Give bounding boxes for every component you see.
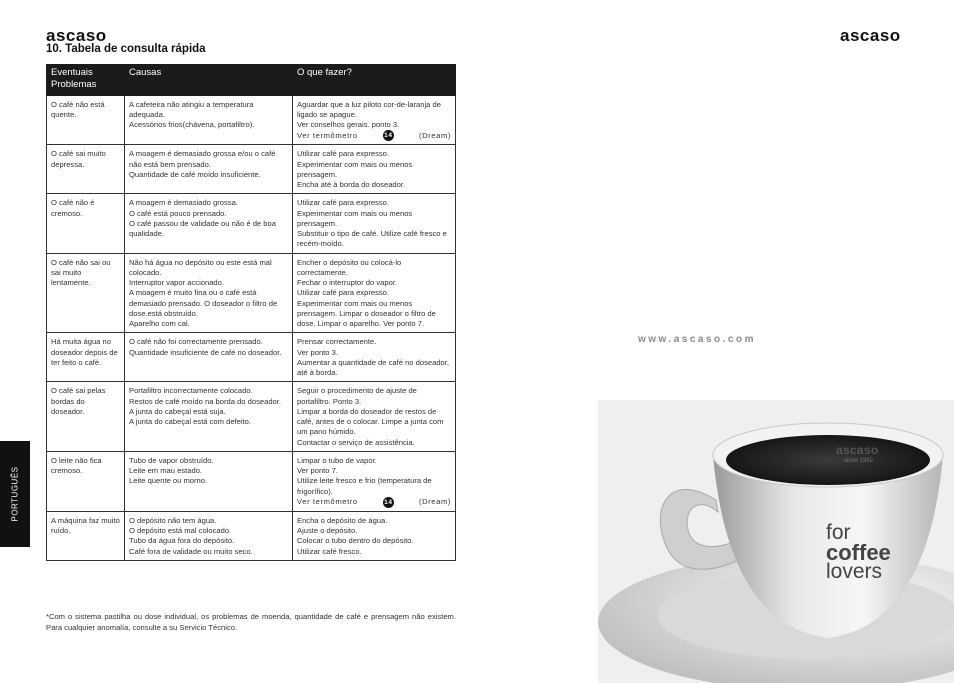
action-text: Aumentar a quantidade de café no doseador, até à borda. <box>297 357 449 378</box>
actions-cell <box>293 451 456 511</box>
problem-text: A máquina faz muito ruído. <box>51 515 120 536</box>
actions-cell <box>293 511 456 560</box>
problem-text: O leite não fica cremoso. <box>51 455 102 476</box>
action-text: Encher o depósito ou colocá-lo correctamente. <box>297 257 402 277</box>
coffee-cup-photo <box>598 400 954 683</box>
table-row <box>47 145 456 194</box>
actions-cell <box>293 145 456 194</box>
cause-text: Leite em mau estado. <box>129 466 203 476</box>
action-text: Experimentar com mais ou menos prensagem. <box>297 208 413 228</box>
causes-cell <box>125 145 293 194</box>
coffee-cup-illustration <box>598 400 954 683</box>
thermometer-label: Ver termômetro <box>297 130 358 140</box>
action-text: Substituir o tipo de café. Utilize café fresco e recém-moído. <box>297 229 447 249</box>
action-text: Encha o depósito de água. <box>297 515 388 525</box>
cause-text: A cafeteira não atingiu a temperatura adequada. <box>129 99 254 119</box>
thermometer-label: Ver termômetro <box>297 497 358 507</box>
cause-text: Café fora de validade ou muito seco. <box>129 546 253 556</box>
action-text: Utilizar café para expresso. <box>297 149 390 159</box>
problem-text: Há muita água no doseador depois de ter feito o café. <box>51 337 118 367</box>
action-text: Limpar o tubo de vapor. <box>297 455 377 465</box>
problem-text: O café sai muito depressa. <box>51 149 106 169</box>
cup-since-text: since 1962 <box>844 458 874 464</box>
table-row <box>47 382 456 452</box>
cause-text: O depósito está mal colocado. <box>129 526 232 536</box>
cause-text: Tubo de vapor obstruído. <box>129 455 214 465</box>
cause-text: Leite quente ou morno. <box>129 476 208 486</box>
table-body <box>47 95 456 560</box>
website-url: www.ascaso.com <box>638 334 756 345</box>
cup-tagline-coffee: coffee <box>826 540 891 565</box>
thermometer-reference <box>297 497 451 508</box>
table-row <box>47 451 456 511</box>
brand-logo-right: ascaso <box>840 26 901 45</box>
cause-text: O café está pouco prensado. <box>129 208 227 218</box>
action-text: Experimentar com mais ou menos prensagem. <box>297 159 413 179</box>
problem-cell <box>47 511 125 560</box>
cause-text: Tubo da água fora do depósito. <box>129 536 235 546</box>
table-row <box>47 194 456 253</box>
troubleshooting-table <box>46 64 456 561</box>
problem-cell <box>47 333 125 382</box>
thermometer-model: (Dream) <box>418 497 451 507</box>
actions-cell <box>293 382 456 452</box>
causes-cell <box>125 95 293 145</box>
cause-text: Interruptor vapor accionado. <box>129 278 224 288</box>
cup-tagline-lovers: lovers <box>826 560 883 583</box>
cause-text: Quantidade insuficiente de café no doseador. <box>129 347 282 357</box>
problem-cell <box>47 194 125 253</box>
footnote: *Com o sistema pastilha ou dose individual, os problemas de moenda, quantidade de café e prensagem não existem. Para cualquier anomalía, consulte a su Servicio Técnico. <box>46 612 456 632</box>
section-title: 10. Tabela de consulta rápida <box>46 43 206 55</box>
header-actions: O que fazer? <box>293 65 456 96</box>
table-header-row <box>47 65 456 96</box>
action-text: Colocar o tubo dentro do depósito. <box>297 536 414 546</box>
problem-cell <box>47 253 125 333</box>
cause-text: Portafiltro incorrectamente colocado. <box>129 386 253 396</box>
action-text: Limpar a borda do doseador de restos de café, antes de o colocar. Limpe a junta com um pano húmido. <box>297 406 444 437</box>
action-text: Aguardar que a luz piloto cor-de-laranja de ligado se apague. <box>297 99 441 119</box>
cup-tagline-for: for <box>826 521 851 544</box>
causes-cell <box>125 511 293 560</box>
causes-cell <box>125 194 293 253</box>
action-text: Utilize leite fresco e frio (temperatura de frigorífico). <box>297 476 432 496</box>
problem-text: O café sai pelas bordas do doseador. <box>51 386 106 416</box>
action-text: Utilizar café para expresso. <box>297 198 390 208</box>
language-tab-label: PORTUGUÊS <box>10 466 20 522</box>
cause-text: Aparelho com cal. <box>129 319 190 329</box>
thermometer-number-badge: 14 <box>384 132 393 140</box>
actions-cell <box>293 253 456 333</box>
thermometer-reference <box>297 130 451 141</box>
header-causes: Causas <box>125 65 293 96</box>
cause-text: A junta do cabeçal está suja. <box>129 406 226 416</box>
cause-text: A moagem é demasiado grossa e/ou o café não está bem prensado. <box>129 149 276 169</box>
brand-logo-left: ascaso <box>46 26 107 45</box>
causes-cell <box>125 451 293 511</box>
action-text: Fechar o interruptor do vapor. <box>297 278 398 288</box>
problem-cell <box>47 95 125 145</box>
problem-text: O café não está quente. <box>51 99 105 119</box>
cause-text: A junta do cabeçal está com defeito. <box>129 417 252 427</box>
problem-text: O café não sai ou sai muito lentamente. <box>51 257 111 288</box>
header-problems: Eventuais Problemas <box>47 65 125 96</box>
thermometer-model: (Dream) <box>418 130 451 140</box>
action-text: Ver ponto 3. <box>297 347 338 357</box>
actions-cell <box>293 333 456 382</box>
causes-cell <box>125 333 293 382</box>
action-text: Contactar o serviço de assistência. <box>297 437 415 447</box>
cause-text: Quantidade de café moído insuficiente. <box>129 169 261 179</box>
cause-text: O café passou de validade ou não é de boa qualidade. <box>129 218 276 239</box>
problem-text: O café não é cremoso. <box>51 198 95 218</box>
language-tab <box>0 441 30 547</box>
cause-text: O depósito não tem água. <box>129 515 217 525</box>
table-row <box>47 511 456 560</box>
cause-text: O café não foi correctamente prensado. <box>129 337 263 347</box>
causes-cell <box>125 253 293 333</box>
cause-text: Não há água no depósito ou este está mal colocado. <box>129 257 272 277</box>
thermometer-number-badge: 14 <box>384 498 393 506</box>
actions-cell <box>293 194 456 253</box>
table-row <box>47 333 456 382</box>
action-text: Ver ponto 7. <box>297 466 338 476</box>
cause-text: A moagem é demasiado grossa. <box>129 198 238 208</box>
actions-cell <box>293 95 456 145</box>
action-text: Prensar correctamente. <box>297 337 377 347</box>
action-text: Utilizar café para expresso. <box>297 288 390 298</box>
problem-cell <box>47 145 125 194</box>
action-text: Experimentar com mais ou menos prensagem. Limpar o doseador o filtro de dose. Limpar o aparelho. Ver ponto 7. <box>297 298 436 329</box>
causes-cell <box>125 382 293 452</box>
cause-text: A moagem é muito fina ou o café está demasiado prensado. O doseador o filtro de dose.está obstruído. <box>129 288 278 318</box>
table-row <box>47 95 456 145</box>
action-text: Seguir o procedimento de ajuste de portafiltro. Ponto 3. <box>297 386 417 406</box>
problem-cell <box>47 451 125 511</box>
cause-text: Restos de café moído na borda do doseador. <box>129 396 281 406</box>
table-row <box>47 253 456 333</box>
action-text: Utilizar café fresco. <box>297 546 362 556</box>
cause-text: Acessórios frios(chávena, portafiltro). <box>129 120 255 130</box>
problem-cell <box>47 382 125 452</box>
action-text: Ver conselhos gerais. ponto 3. <box>297 120 400 130</box>
action-text: Ajuste o depósito. <box>297 526 358 536</box>
action-text: Encha até à borda do doseador. <box>297 180 406 190</box>
cup-brand-logo: ascaso <box>836 443 879 457</box>
